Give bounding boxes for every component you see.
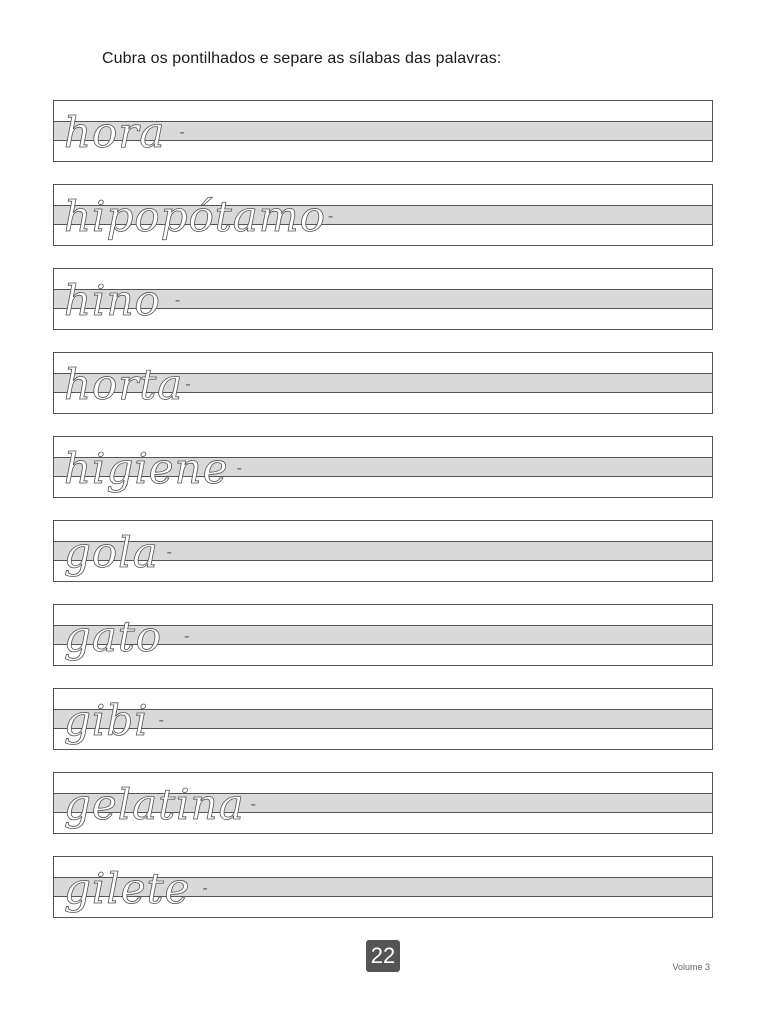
dotted-word <box>64 859 209 917</box>
word-text: gibi <box>64 696 149 745</box>
word-text: hora <box>64 108 166 157</box>
page-number-badge: 22 <box>366 940 400 972</box>
dotted-word <box>64 775 257 833</box>
dotted-word <box>64 439 243 497</box>
writing-row-8[interactable] <box>53 688 713 750</box>
syllable-dash: - <box>327 208 335 225</box>
instruction-text: Cubra os pontilhados e separe as sílabas das palavras: <box>102 50 502 67</box>
dotted-word <box>64 271 181 329</box>
writing-row-1[interactable] <box>53 100 713 162</box>
syllable-dash: - <box>185 376 192 393</box>
word-text: gola <box>64 528 159 577</box>
dotted-word <box>64 103 186 161</box>
syllable-dash: - <box>166 544 173 561</box>
syllable-dash: - <box>158 712 165 729</box>
word-text: gilete <box>64 864 191 913</box>
writing-row-7[interactable] <box>53 604 713 666</box>
writing-row-9[interactable] <box>53 772 713 834</box>
word-text: horta <box>64 360 184 409</box>
word-text: higiene <box>64 444 229 493</box>
syllable-dash: - <box>250 796 257 813</box>
writing-row-3[interactable] <box>53 268 713 330</box>
dotted-word <box>64 691 165 749</box>
syllable-dash: - <box>202 880 209 897</box>
volume-label: Volume 3 <box>672 962 710 972</box>
writing-row-10[interactable] <box>53 856 713 918</box>
writing-row-5[interactable] <box>53 436 713 498</box>
dotted-word <box>64 523 173 581</box>
word-text: gelatina <box>64 780 245 829</box>
writing-row-2[interactable] <box>53 184 713 246</box>
writing-row-4[interactable] <box>53 352 713 414</box>
writing-row-6[interactable] <box>53 520 713 582</box>
syllable-dash: - <box>174 292 182 309</box>
dotted-word <box>64 607 190 665</box>
syllable-dash: - <box>179 124 186 141</box>
word-text: hipopótamo <box>64 192 326 241</box>
word-text: gato <box>64 612 163 661</box>
syllable-dash: - <box>184 628 191 645</box>
dotted-word <box>64 187 334 245</box>
word-text: hino <box>64 276 161 325</box>
dotted-word <box>64 355 192 413</box>
syllable-dash: - <box>236 460 243 477</box>
